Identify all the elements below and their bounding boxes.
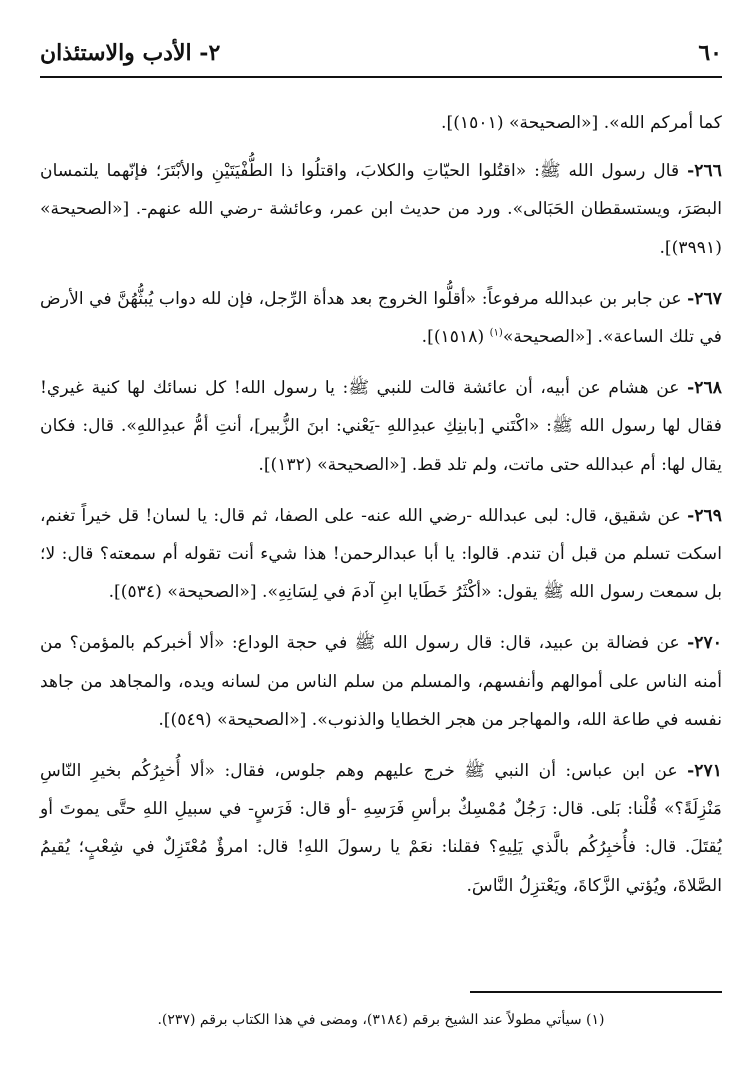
- continued-line: كما أمركم الله». [«الصحيحة» (١٥٠١)].: [441, 113, 722, 133]
- footnote-rule: [470, 991, 722, 993]
- hadith-number: ٢٦٧-: [687, 288, 722, 309]
- hadith-text-tail: (١٥١٨)].: [421, 327, 490, 348]
- footnote: (١) سيأتي مطولاً عند الشيخ برقم (٣١٨٤)، ومضى في هذا الكتاب برقم (٢٣٧).: [157, 1012, 605, 1028]
- hadith-269: [40, 497, 722, 612]
- hadith-text: عن شقيق، قال: لبى عبدالله -رضي الله عنه- على الصفا، ثم قال: يا لسان! قل خيراً تغنم، اسكت تسلم من قبل أن تندم. قالوا: يا أبا عبدالرحمن! هذا شيء أنت تقوله أم سمعته؟ قال: لا؛ بل سمعت رسول الله ﷺ يقول: «أكْثَرُ خَطَايا ابنِ آدمَ في لِسَانِهِ». [«الصحيحة» (٥٣٤)].: [40, 505, 722, 603]
- page-body: [40, 104, 722, 918]
- hadith-270: [40, 624, 722, 739]
- hadith-text: قال رسول الله ﷺ: «اقتُلوا الحيّاتِ والكلابَ، واقتلُوا ذا الطُّفْيَتَيْنِ والأبْتَرَ؛ فإنّهما يلتمسان البصَرَ، ويستسقطان الحَبَالى». ورد من حديث ابن عمر، وعائشة -رضي الله عنهم-. [«الصحيحة» (٣٩٩١)].: [40, 161, 722, 258]
- hadith-number: ٢٧١-: [687, 761, 722, 782]
- header-rule: [40, 76, 722, 78]
- hadith-text: عن ابن عباس: أن النبي ﷺ خرج عليهم وهم جلوس، فقال: «ألا أُخبِرُكُم بخيرِ النّاسِ مَنْزِلَةً؟» قُلْنا: بَلى. قال: رَجُلٌ مُمْسِكٌ برأسِ فَرَسِهِ -أو قال: فَرَسٍ- في سبيلِ اللهِ حتَّى يموتَ أو يُقتَلَ. قال: فأُخبِرُكُم بالَّذي يَلِيهِ؟ فقلنا: نعَمْ يا رسولَ اللهِ! قال: امرؤٌ مُعْتَزِلٌ في شِعْبٍ؛ يُقيمُ الصَّلاةَ، ويُؤتي الزَّكاةَ، ويَعْتزِلُ النَّاسَ.: [40, 761, 722, 896]
- hadith-266: [40, 152, 722, 267]
- hadith-271: [40, 752, 722, 905]
- hadith-text: عن جابر بن عبدالله مرفوعاً: «أقلُّوا الخروج بعد هدأة الرِّجل، فإن لله دواب يُبثُّهُنَّ في الأرض في تلك الساعة». [«الصحيحة»: [40, 288, 722, 348]
- hadith-text: عن فضالة بن عبيد، قال: قال رسول الله ﷺ في حجة الوداع: «ألا أخبركم بالمؤمن؟ من أمنه الناس على أموالهم وأنفسهم، والمسلم من سلم الناس من لسانه ويده، والمجاهد من جاهد نفسه في طاعة الله، والمهاجر من هجر الخطايا والذنوب». [«الصحيحة» (٥٤٩)].: [40, 633, 722, 730]
- chapter-title: ٢- الأدب والاستئذان: [40, 40, 221, 66]
- hadith-text: عن هشام عن أبيه، أن عائشة قالت للنبي ﷺ: يا رسول الله! كل نسائك لها كنية غيري! فقال لها رسول الله ﷺ: «اكْتَني [بابنِكِ عبدِاللهِ -يَعْني: ابنَ الزُّبير]، أنتِ أمُّ عبدِاللهِ». قال: فكان يقال لها: أم عبدالله حتى ماتت، ولم تلد قط. [«الصحيحة» (١٣٢)].: [40, 378, 722, 475]
- hadith-number: ٢٦٦-: [687, 161, 722, 182]
- hadith-number: ٢٦٩-: [687, 505, 723, 526]
- page-number: ٦٠: [698, 40, 722, 66]
- hadith-number: ٢٦٨-: [687, 378, 722, 399]
- footnote-reference[interactable]: (١): [489, 327, 503, 339]
- hadith-268: [40, 369, 722, 484]
- hadith-number: ٢٧٠-: [687, 633, 722, 654]
- running-header: [40, 36, 722, 70]
- document-page: [40, 0, 722, 1088]
- hadith-267: [40, 280, 722, 356]
